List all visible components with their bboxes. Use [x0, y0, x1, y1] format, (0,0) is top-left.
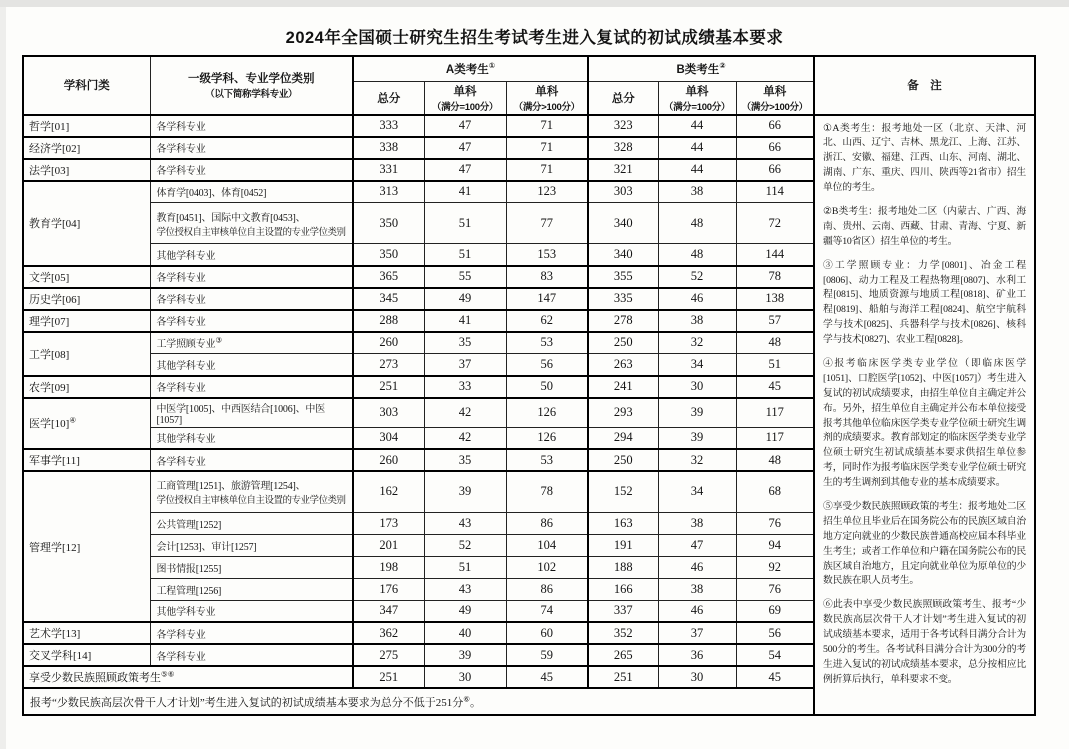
- score-cell: 201: [353, 534, 424, 556]
- score-cell: 347: [353, 600, 424, 622]
- remark-note: ④报考临床医学类专业学位（即临床医学[1051]、口腔医学[1052]、中医[1057]）考生进入复试的初试成绩要求，由招生单位自主确定并公布。另外，招生单位自主确定并公布本单位接受报考其他单位临床医学类专业学位硕士研究生调剂的成绩要求。教育部划定的临床医学类专业学位硕士研究生初试成绩基本要求供招生单位参考，同时作为报考临床医学类专业学位硕士研究生的考生调剂到其他专业的基本成绩要求。: [823, 357, 1027, 489]
- score-cell: 47: [424, 137, 506, 159]
- category-cell: 法学[03]: [23, 159, 150, 181]
- score-cell: 260: [353, 332, 424, 354]
- col-header-remarks: 备 注: [814, 56, 1035, 115]
- score-cell: 38: [658, 578, 736, 600]
- score-cell: 40: [424, 622, 506, 644]
- col-header-b-single-eq: 单科 （满分=100分）: [658, 81, 736, 115]
- score-cell: 333: [353, 115, 424, 137]
- col-header-a-single-eq: 单科 （满分=100分）: [424, 81, 506, 115]
- major-cell: 各学科专业: [150, 137, 353, 159]
- col-header-group-b: B类考生②: [588, 56, 814, 81]
- score-cell: 176: [353, 578, 424, 600]
- score-cell: 72: [736, 203, 814, 244]
- score-cell: 38: [658, 512, 736, 534]
- major-cell: 中医学[1005]、中西医结合[1006]、中医[1057]: [150, 398, 353, 428]
- score-cell: 48: [658, 203, 736, 244]
- score-cell: 45: [736, 376, 814, 398]
- category-cell: 文学[05]: [23, 266, 150, 288]
- score-cell: 123: [506, 181, 588, 203]
- score-cell: 144: [736, 244, 814, 266]
- score-cell: 54: [736, 644, 814, 666]
- score-cell: 323: [588, 115, 658, 137]
- score-cell: 37: [424, 354, 506, 376]
- category-cell: 管理学[12]: [23, 471, 150, 622]
- category-cell: 教育学[04]: [23, 181, 150, 266]
- score-cell: 335: [588, 288, 658, 310]
- category-cell: 艺术学[13]: [23, 622, 150, 644]
- score-cell: 68: [736, 471, 814, 512]
- major-cell: 其他学科专业: [150, 244, 353, 266]
- score-cell: 294: [588, 427, 658, 449]
- score-cell: 104: [506, 534, 588, 556]
- special-policy-label: 享受少数民族照顾政策考生⑤⑥: [23, 666, 353, 688]
- major-cell: 教育[0451]、国际中文教育[0453]、 学位授权自主审核单位自主设置的专业学位类别: [150, 203, 353, 244]
- score-cell: 78: [506, 471, 588, 512]
- score-cell: 47: [424, 115, 506, 137]
- score-cell: 46: [658, 600, 736, 622]
- score-cell: 251: [353, 376, 424, 398]
- score-cell: 71: [506, 159, 588, 181]
- major-cell: 工程管理[1256]: [150, 578, 353, 600]
- category-cell: 农学[09]: [23, 376, 150, 398]
- score-cell: 273: [353, 354, 424, 376]
- score-cell: 39: [658, 398, 736, 428]
- score-cell: 66: [736, 137, 814, 159]
- category-cell: 医学[10]④: [23, 398, 150, 450]
- score-cell: 153: [506, 244, 588, 266]
- score-cell: 241: [588, 376, 658, 398]
- score-cell: 251: [353, 666, 424, 688]
- score-cell: 45: [506, 666, 588, 688]
- score-cell: 86: [506, 512, 588, 534]
- score-cell: 340: [588, 203, 658, 244]
- header-row-1: [23, 56, 1035, 81]
- remark-note: ③工学照顾专业：力学[0801]、冶金工程[0806]、动力工程及工程热物理[0807]、水利工程[0815]、地质资源与地质工程[0818]、矿业工程[0819]、船舶与海洋工程[0824]、航空宇航科学与技术[0825]、兵器科学与技术[0826]、核科学与技术[0827]、农业工程[0828]。: [823, 259, 1027, 346]
- score-cell: 38: [658, 181, 736, 203]
- major-cell: 图书情报[1255]: [150, 556, 353, 578]
- score-cell: 51: [424, 244, 506, 266]
- score-cell: 35: [424, 332, 506, 354]
- score-cell: 92: [736, 556, 814, 578]
- major-cell: 各学科专业: [150, 644, 353, 666]
- score-cell: 328: [588, 137, 658, 159]
- score-cell: 313: [353, 181, 424, 203]
- score-cell: 59: [506, 644, 588, 666]
- col-header-subject-category: 学科门类: [23, 56, 150, 115]
- score-cell: 275: [353, 644, 424, 666]
- score-cell: 32: [658, 449, 736, 471]
- score-cell: 62: [506, 310, 588, 332]
- score-cell: 47: [658, 534, 736, 556]
- score-cell: 163: [588, 512, 658, 534]
- score-cell: 74: [506, 600, 588, 622]
- score-cell: 166: [588, 578, 658, 600]
- col-header-a-total: 总分: [353, 81, 424, 115]
- score-cell: 52: [424, 534, 506, 556]
- score-cell: 138: [736, 288, 814, 310]
- score-cell: 30: [424, 666, 506, 688]
- remark-note: ②B类考生：报考地处二区（内蒙古、广西、海南、贵州、云南、西藏、甘肃、青海、宁夏、新疆等10省区）招生单位的考生。: [823, 205, 1027, 247]
- major-cell: 各学科专业: [150, 266, 353, 288]
- score-cell: 30: [658, 666, 736, 688]
- category-cell: 经济学[02]: [23, 137, 150, 159]
- score-cell: 102: [506, 556, 588, 578]
- scan-edge: [0, 0, 1069, 7]
- score-cell: 126: [506, 427, 588, 449]
- score-cell: 278: [588, 310, 658, 332]
- major-cell: 公共管理[1252]: [150, 512, 353, 534]
- major-cell: 会计[1253]、审计[1257]: [150, 534, 353, 556]
- remarks-cell: [814, 115, 1035, 716]
- score-cell: 321: [588, 159, 658, 181]
- score-cell: 303: [588, 181, 658, 203]
- score-cell: 30: [658, 376, 736, 398]
- score-cell: 69: [736, 600, 814, 622]
- score-cell: 49: [424, 288, 506, 310]
- score-cell: 263: [588, 354, 658, 376]
- score-cell: 39: [424, 644, 506, 666]
- category-cell: 哲学[01]: [23, 115, 150, 137]
- major-cell: 其他学科专业: [150, 427, 353, 449]
- score-cell: 48: [658, 244, 736, 266]
- score-cell: 86: [506, 578, 588, 600]
- score-cell: 38: [658, 310, 736, 332]
- col-header-b-total: 总分: [588, 81, 658, 115]
- major-cell: 工学照顾专业③: [150, 332, 353, 354]
- remark-note: ⑤享受少数民族照顾政策的考生：报考地处二区招生单位且毕业后在国务院公布的民族区域自治地方定向就业的少数民族普通高校应届本科毕业生考生；或者工作单位和户籍在国务院公布的民族区域自治地方，且定向就业单位为原单位的少数民族在职人员考生。: [823, 500, 1027, 587]
- major-cell: 各学科专业: [150, 288, 353, 310]
- score-cell: 265: [588, 644, 658, 666]
- score-cell: 337: [588, 600, 658, 622]
- major-cell: 其他学科专业: [150, 600, 353, 622]
- score-cell: 352: [588, 622, 658, 644]
- score-cell: 338: [353, 137, 424, 159]
- score-cell: 260: [353, 449, 424, 471]
- score-cell: 350: [353, 203, 424, 244]
- score-cell: 37: [658, 622, 736, 644]
- score-cell: 288: [353, 310, 424, 332]
- score-cell: 250: [588, 449, 658, 471]
- score-cell: 71: [506, 115, 588, 137]
- score-cell: 350: [353, 244, 424, 266]
- score-cell: 66: [736, 115, 814, 137]
- score-cell: 173: [353, 512, 424, 534]
- major-cell: 体育学[0403]、体育[0452]: [150, 181, 353, 203]
- score-cell: 42: [424, 427, 506, 449]
- category-cell: 交叉学科[14]: [23, 644, 150, 666]
- major-cell: 各学科专业: [150, 159, 353, 181]
- score-cell: 71: [506, 137, 588, 159]
- score-cell: 36: [658, 644, 736, 666]
- table-row: [23, 115, 1035, 137]
- major-cell: 各学科专业: [150, 376, 353, 398]
- score-cell: 117: [736, 398, 814, 428]
- score-cell: 191: [588, 534, 658, 556]
- score-cell: 47: [424, 159, 506, 181]
- score-cell: 44: [658, 137, 736, 159]
- col-header-discipline: 一级学科、专业学位类别 （以下简称学科专业）: [150, 56, 353, 115]
- score-cell: 43: [424, 512, 506, 534]
- score-cell: 39: [658, 427, 736, 449]
- score-cell: 76: [736, 512, 814, 534]
- footer-note: 报考“少数民族高层次骨干人才计划”考生进入复试的初试成绩基本要求为总分不低于251分⑥。: [23, 688, 814, 715]
- score-cell: 33: [424, 376, 506, 398]
- score-cell: 42: [424, 398, 506, 428]
- score-cell: 57: [736, 310, 814, 332]
- score-cell: 198: [353, 556, 424, 578]
- score-cell: 114: [736, 181, 814, 203]
- score-table: [22, 55, 1036, 716]
- score-cell: 53: [506, 449, 588, 471]
- score-cell: 39: [424, 471, 506, 512]
- score-cell: 188: [588, 556, 658, 578]
- score-cell: 162: [353, 471, 424, 512]
- score-cell: 34: [658, 354, 736, 376]
- score-cell: 362: [353, 622, 424, 644]
- category-cell: 历史学[06]: [23, 288, 150, 310]
- score-cell: 76: [736, 578, 814, 600]
- score-cell: 304: [353, 427, 424, 449]
- score-cell: 41: [424, 310, 506, 332]
- score-cell: 147: [506, 288, 588, 310]
- score-cell: 152: [588, 471, 658, 512]
- score-cell: 251: [588, 666, 658, 688]
- remark-note: ⑥此表中享受少数民族照顾政策考生、报考“少数民族高层次骨干人才计划”考生进入复试的初试成绩基本要求，适用于各考试科目满分合计为500分的考生。各考试科目满分合计为300分的考生进入复试的初试成绩基本要求，总分按相应比例折算后执行，单科要求不变。: [823, 599, 1027, 685]
- score-cell: 51: [736, 354, 814, 376]
- score-cell: 45: [736, 666, 814, 688]
- score-cell: 32: [658, 332, 736, 354]
- score-cell: 78: [736, 266, 814, 288]
- major-cell: 各学科专业: [150, 622, 353, 644]
- category-cell: 军事学[11]: [23, 449, 150, 471]
- score-cell: 44: [658, 159, 736, 181]
- score-cell: 53: [506, 332, 588, 354]
- score-cell: 340: [588, 244, 658, 266]
- score-cell: 117: [736, 427, 814, 449]
- col-header-b-single-gt: 单科 （满分>100分）: [736, 81, 814, 115]
- score-cell: 83: [506, 266, 588, 288]
- score-cell: 56: [506, 354, 588, 376]
- score-cell: 52: [658, 266, 736, 288]
- score-cell: 66: [736, 159, 814, 181]
- major-cell: 工商管理[1251]、旅游管理[1254]、 学位授权自主审核单位自主设置的专业学位类别: [150, 471, 353, 512]
- score-cell: 55: [424, 266, 506, 288]
- score-cell: 293: [588, 398, 658, 428]
- category-cell: 工学[08]: [23, 332, 150, 376]
- score-cell: 56: [736, 622, 814, 644]
- score-cell: 126: [506, 398, 588, 428]
- score-cell: 355: [588, 266, 658, 288]
- score-cell: 77: [506, 203, 588, 244]
- score-cell: 46: [658, 288, 736, 310]
- major-cell: 各学科专业: [150, 449, 353, 471]
- col-header-a-single-gt: 单科 （满分>100分）: [506, 81, 588, 115]
- score-cell: 50: [506, 376, 588, 398]
- score-cell: 34: [658, 471, 736, 512]
- score-cell: 250: [588, 332, 658, 354]
- score-cell: 48: [736, 449, 814, 471]
- score-cell: 94: [736, 534, 814, 556]
- score-cell: 51: [424, 556, 506, 578]
- score-cell: 51: [424, 203, 506, 244]
- score-cell: 48: [736, 332, 814, 354]
- score-cell: 44: [658, 115, 736, 137]
- score-cell: 41: [424, 181, 506, 203]
- score-cell: 49: [424, 600, 506, 622]
- score-cell: 46: [658, 556, 736, 578]
- major-cell: 各学科专业: [150, 115, 353, 137]
- page-title: 2024年全国硕士研究生招生考试考生进入复试的初试成绩基本要求: [285, 29, 784, 47]
- score-cell: 303: [353, 398, 424, 428]
- major-cell: 其他学科专业: [150, 354, 353, 376]
- remark-note: ①A类考生：报考地处一区（北京、天津、河北、山西、辽宁、吉林、黑龙江、上海、江苏、浙江、安徽、福建、江西、山东、河南、湖北、湖南、广东、重庆、四川、陕西等21省市）招生单位的考生。: [823, 122, 1027, 194]
- score-cell: 331: [353, 159, 424, 181]
- score-cell: 365: [353, 266, 424, 288]
- score-cell: 35: [424, 449, 506, 471]
- score-cell: 43: [424, 578, 506, 600]
- category-cell: 理学[07]: [23, 310, 150, 332]
- major-cell: 各学科专业: [150, 310, 353, 332]
- score-cell: 60: [506, 622, 588, 644]
- score-cell: 345: [353, 288, 424, 310]
- col-header-group-a: A类考生①: [353, 56, 588, 81]
